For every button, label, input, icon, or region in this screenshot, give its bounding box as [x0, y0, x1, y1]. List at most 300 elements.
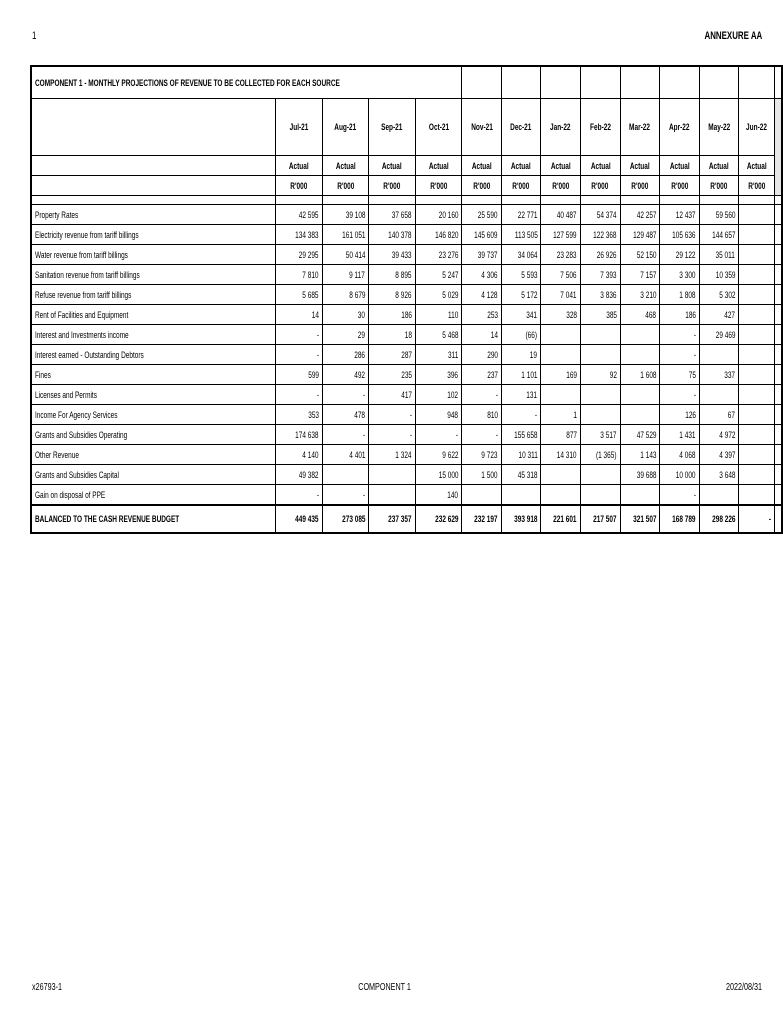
value-cell-text: 47 529 — [636, 429, 657, 440]
value-cell-text: 161 051 — [341, 229, 366, 240]
value-cell-text: - — [693, 349, 696, 360]
value-cell-text: 1 608 — [639, 369, 657, 380]
value-cell — [462, 485, 502, 506]
value-cell-text: - — [693, 489, 696, 500]
status-cell — [699, 156, 739, 176]
row-label — [31, 445, 276, 465]
value-cell — [415, 425, 462, 445]
value-cell — [415, 465, 462, 485]
value-cell-text: 45 318 — [517, 469, 538, 480]
total-value — [660, 505, 700, 533]
value-cell-text: 286 — [354, 349, 366, 360]
value-cell — [620, 245, 660, 265]
row-label-text: Other Revenue — [35, 449, 79, 460]
units-cell — [581, 176, 621, 196]
units-cell — [462, 176, 502, 196]
value-cell-text: 3 210 — [639, 289, 657, 300]
month-header — [699, 99, 739, 156]
value-cell-text: 8 926 — [395, 289, 412, 300]
value-cell-text: 186 — [400, 309, 412, 320]
value-cell — [620, 285, 660, 305]
value-cell — [699, 265, 739, 285]
value-cell — [699, 205, 739, 225]
value-cell-text: 19 — [530, 349, 538, 360]
spacer-cell — [369, 196, 416, 205]
value-cell — [462, 385, 502, 405]
value-cell-text: 337 — [724, 369, 736, 380]
value-cell — [501, 425, 541, 445]
value-cell — [276, 405, 323, 425]
value-cell — [415, 405, 462, 425]
value-cell-text: 18 — [404, 329, 412, 340]
status-cell — [369, 156, 416, 176]
total-end — [775, 505, 783, 533]
value-cell — [415, 345, 462, 365]
footer-date: 2022/08/31 — [725, 982, 762, 993]
value-cell-text: 287 — [400, 349, 412, 360]
footer-component: COMPONENT 1 — [358, 982, 412, 993]
status-cell-text: Actual — [382, 160, 402, 171]
status-cell — [620, 156, 660, 176]
value-cell — [415, 485, 462, 506]
row-label — [31, 345, 276, 365]
value-cell — [581, 345, 621, 365]
value-cell — [501, 465, 541, 485]
value-cell-text: 23 283 — [557, 249, 578, 260]
spacer-cell — [699, 196, 739, 205]
value-cell — [699, 245, 739, 265]
value-cell-text: 40 487 — [557, 209, 578, 220]
value-cell — [415, 245, 462, 265]
value-cell — [501, 285, 541, 305]
row-label-text: Property Rates — [35, 209, 79, 220]
value-cell — [739, 225, 775, 245]
value-cell — [660, 425, 700, 445]
value-cell-text: 126 — [684, 409, 696, 420]
table-row — [31, 465, 782, 485]
value-cell-text: 50 414 — [345, 249, 366, 260]
value-cell-text: - — [693, 389, 696, 400]
value-cell — [322, 485, 369, 506]
units-cell — [501, 176, 541, 196]
value-cell — [660, 485, 700, 506]
value-cell-text: 131 — [526, 389, 538, 400]
value-cell — [739, 445, 775, 465]
value-cell-text: 353 — [307, 409, 319, 420]
status-cell-text: Actual — [629, 160, 650, 171]
value-cell-text: 7 506 — [560, 269, 578, 280]
value-cell — [739, 285, 775, 305]
month-header-text: Sep-21 — [381, 122, 403, 132]
value-cell — [322, 325, 369, 345]
row-end — [775, 425, 783, 445]
table-row — [31, 365, 782, 385]
table-row — [31, 345, 782, 365]
row-label — [31, 205, 276, 225]
table-row — [31, 405, 782, 425]
total-value-text: 168 789 — [672, 514, 696, 524]
value-cell-text: 29 295 — [298, 249, 319, 260]
value-cell-text: 42 595 — [298, 209, 319, 220]
row-label-text: Rent of Facilities and Equipment — [35, 309, 129, 320]
table-row — [31, 305, 782, 325]
units-cell — [276, 176, 323, 196]
value-cell — [322, 365, 369, 385]
value-cell-text: 1 — [573, 409, 578, 420]
value-cell-text: 127 599 — [553, 229, 578, 240]
status-cell — [501, 156, 541, 176]
value-cell-text: 7 810 — [302, 269, 319, 280]
value-cell-text: 23 276 — [438, 249, 459, 260]
value-cell-text: 8 895 — [395, 269, 412, 280]
page-number: 1 — [32, 30, 37, 42]
units-cell-text: R'000 — [591, 180, 609, 191]
value-cell — [739, 405, 775, 425]
value-cell-text: - — [495, 389, 498, 400]
value-cell — [739, 205, 775, 225]
value-cell — [276, 345, 323, 365]
units-cell-text: R'000 — [430, 180, 448, 191]
table-row — [31, 425, 782, 445]
spacer-cell — [620, 196, 660, 205]
value-cell — [620, 265, 660, 285]
value-cell — [541, 405, 581, 425]
title-blank — [660, 66, 700, 99]
value-cell — [501, 445, 541, 465]
value-cell — [699, 285, 739, 305]
value-cell-text: - — [363, 429, 366, 440]
spacer-cell — [660, 196, 700, 205]
value-cell — [322, 385, 369, 405]
value-cell — [415, 265, 462, 285]
value-cell — [541, 445, 581, 465]
value-cell — [415, 285, 462, 305]
value-cell — [322, 405, 369, 425]
status-cell-text: Actual — [550, 160, 571, 171]
value-cell — [369, 305, 416, 325]
total-value-text: 232 629 — [434, 514, 459, 524]
units-cell — [739, 176, 775, 196]
value-cell-text: 7 157 — [639, 269, 657, 280]
value-cell — [541, 305, 581, 325]
row-label-text: Income For Agency Services — [35, 409, 118, 420]
row-end — [775, 245, 783, 265]
value-cell-text: 140 378 — [388, 229, 412, 240]
value-cell — [501, 225, 541, 245]
units-cell-text: R'000 — [473, 180, 491, 191]
row-label-text: Licenses and Permits — [35, 389, 97, 400]
value-cell-text: 30 — [358, 309, 366, 320]
month-header-text: Aug-21 — [334, 122, 357, 132]
value-cell-text: - — [363, 489, 366, 500]
value-cell-text: 5 247 — [442, 269, 459, 280]
status-cell-text: Actual — [511, 160, 532, 171]
value-cell-text: 1 500 — [481, 469, 498, 480]
value-cell — [415, 445, 462, 465]
value-cell-text: 146 820 — [434, 229, 459, 240]
value-cell-text: 39 737 — [478, 249, 498, 260]
value-cell-text: 29 — [358, 329, 366, 340]
spacer-cell — [501, 196, 541, 205]
status-cell-text: Actual — [428, 160, 449, 171]
value-cell — [276, 325, 323, 345]
value-cell — [462, 325, 502, 345]
value-cell-text: - — [456, 429, 459, 440]
value-cell — [462, 245, 502, 265]
value-cell-text: 3 648 — [718, 469, 736, 480]
value-cell — [581, 465, 621, 485]
value-cell — [501, 405, 541, 425]
value-cell — [581, 225, 621, 245]
value-cell-text: 328 — [566, 309, 578, 320]
value-cell-text: 311 — [448, 349, 459, 360]
units-cell-text: R'000 — [383, 180, 401, 191]
total-value-text: 232 197 — [474, 514, 498, 524]
table-row — [31, 385, 782, 405]
units-cell-text: R'000 — [710, 180, 728, 191]
value-cell-text: 492 — [354, 369, 366, 380]
value-cell — [276, 485, 323, 506]
value-cell — [322, 225, 369, 245]
value-cell-text: 39 108 — [345, 209, 366, 220]
month-header — [501, 99, 541, 156]
value-cell — [739, 385, 775, 405]
value-cell-text: 478 — [354, 409, 366, 420]
value-cell-text: 12 437 — [675, 209, 696, 220]
month-header — [415, 99, 462, 156]
value-cell — [369, 365, 416, 385]
value-cell — [699, 485, 739, 506]
row-end — [775, 445, 783, 465]
total-value — [501, 505, 541, 533]
value-cell — [276, 425, 323, 445]
month-header — [462, 99, 502, 156]
table-title — [31, 66, 462, 99]
row-label-text: Fines — [35, 369, 51, 380]
value-cell — [660, 285, 700, 305]
value-cell-text: 7 393 — [600, 269, 617, 280]
value-cell — [322, 265, 369, 285]
row-end — [775, 365, 783, 385]
month-header-text: Jul-21 — [289, 122, 309, 132]
annexure-label: ANNEXURE AA — [704, 30, 762, 42]
value-cell-text: 134 383 — [295, 229, 319, 240]
spacer-cell — [581, 196, 621, 205]
total-label-text: BALANCED TO THE CASH REVENUE BUDGET — [35, 514, 180, 524]
row-end — [775, 205, 783, 225]
spacer-cell — [415, 196, 462, 205]
total-value — [699, 505, 739, 533]
value-cell — [660, 405, 700, 425]
value-cell — [369, 245, 416, 265]
month-header — [369, 99, 416, 156]
month-header-text: Feb-22 — [589, 122, 611, 132]
value-cell — [322, 445, 369, 465]
units-cell-text: R'000 — [336, 180, 355, 191]
total-value — [369, 505, 416, 533]
title-blank — [541, 66, 581, 99]
table-row — [31, 265, 782, 285]
value-cell — [660, 385, 700, 405]
status-cell — [462, 156, 502, 176]
value-cell-text: 15 000 — [438, 469, 459, 480]
value-cell — [581, 245, 621, 265]
value-cell-text: - — [363, 389, 366, 400]
value-cell-text: 35 011 — [715, 249, 736, 260]
value-cell — [620, 405, 660, 425]
row-end — [775, 265, 783, 285]
status-cell-text: Actual — [746, 160, 767, 171]
month-header — [581, 99, 621, 156]
status-cell-text: Actual — [590, 160, 611, 171]
total-row — [31, 505, 782, 533]
row-label — [31, 485, 276, 506]
value-cell — [581, 405, 621, 425]
row-end — [775, 485, 783, 506]
row-end — [775, 285, 783, 305]
value-cell-text: 140 — [447, 489, 459, 500]
status-cell-text: Actual — [669, 160, 690, 171]
value-cell — [581, 445, 621, 465]
month-header — [739, 99, 775, 156]
value-cell — [322, 285, 369, 305]
value-cell-text: 4 397 — [718, 449, 736, 460]
row-label-text: Interest and Investments income — [35, 329, 129, 340]
total-value-text: 221 601 — [553, 514, 578, 524]
table-row — [31, 245, 782, 265]
status-cell — [581, 156, 621, 176]
value-cell — [620, 305, 660, 325]
row-label-text: Grants and Subsidies Operating — [35, 429, 128, 440]
value-cell — [501, 385, 541, 405]
value-cell — [369, 485, 416, 506]
total-value-text: 393 918 — [514, 514, 538, 524]
value-cell-text: 110 — [448, 309, 459, 320]
row-end — [775, 385, 783, 405]
value-cell — [369, 285, 416, 305]
value-cell — [462, 305, 502, 325]
month-header-text: Jan-22 — [550, 122, 572, 132]
value-cell — [276, 225, 323, 245]
value-cell — [660, 325, 700, 345]
value-cell — [501, 245, 541, 265]
row-end — [775, 305, 783, 325]
spacer-row — [31, 196, 782, 205]
value-cell — [462, 365, 502, 385]
row-label — [31, 285, 276, 305]
total-value — [462, 505, 502, 533]
value-cell — [699, 325, 739, 345]
value-cell — [581, 425, 621, 445]
total-value-text: 298 226 — [711, 514, 736, 524]
row-label-text: Sanitation revenue from tariff billings — [35, 269, 140, 280]
value-cell-text: 105 636 — [672, 229, 696, 240]
units-cell-text: R'000 — [670, 180, 688, 191]
value-cell-text: 599 — [307, 369, 319, 380]
spacer-cell — [775, 196, 783, 205]
value-cell-text: 174 638 — [295, 429, 319, 440]
value-cell-text: 29 469 — [715, 329, 736, 340]
value-cell — [660, 465, 700, 485]
value-cell-text: 290 — [487, 349, 498, 360]
value-cell-text: 37 658 — [391, 209, 412, 220]
value-cell — [276, 245, 323, 265]
month-header-text: Nov-21 — [470, 122, 493, 132]
title-blank — [501, 66, 541, 99]
value-cell — [462, 425, 502, 445]
value-cell — [501, 305, 541, 325]
status-cell — [541, 156, 581, 176]
value-cell-text: 9 723 — [481, 449, 498, 460]
value-cell-text: 59 560 — [715, 209, 736, 220]
units-cell — [541, 176, 581, 196]
value-cell — [739, 425, 775, 445]
spacer-cell — [462, 196, 502, 205]
value-cell — [699, 425, 739, 445]
value-cell-text: 8 679 — [349, 289, 366, 300]
value-cell-text: - — [409, 409, 412, 420]
status-cell — [322, 156, 369, 176]
value-cell — [501, 325, 541, 345]
value-cell — [620, 485, 660, 506]
value-cell — [415, 205, 462, 225]
value-cell — [581, 365, 621, 385]
total-value — [276, 505, 323, 533]
value-cell — [541, 485, 581, 506]
month-header-text: Jun-22 — [746, 122, 768, 132]
value-cell-text: 4 972 — [718, 429, 736, 440]
value-cell — [276, 445, 323, 465]
value-cell — [322, 245, 369, 265]
month-header — [660, 99, 700, 156]
row-label-text: Electricity revenue from tariff billings — [35, 229, 139, 240]
value-cell — [415, 225, 462, 245]
row-label-text: Water revenue from tariff billings — [35, 249, 128, 260]
value-cell — [541, 425, 581, 445]
total-value — [541, 505, 581, 533]
value-cell — [620, 445, 660, 465]
value-cell-text: - — [316, 329, 319, 340]
value-cell-text: - — [535, 409, 538, 420]
value-cell-text: 155 658 — [514, 429, 538, 440]
value-cell — [699, 225, 739, 245]
value-cell-text: 25 590 — [478, 209, 498, 220]
value-cell-text: 39 433 — [391, 249, 412, 260]
value-cell — [541, 265, 581, 285]
month-header — [620, 99, 660, 156]
total-value-text: - — [769, 514, 772, 524]
month-header-text: Dec-21 — [510, 122, 532, 132]
title-blank — [581, 66, 621, 99]
value-cell-text: (1 365) — [596, 449, 617, 460]
value-cell — [541, 365, 581, 385]
value-cell — [415, 325, 462, 345]
value-cell-text: 237 — [487, 369, 498, 380]
value-cell — [501, 485, 541, 506]
row-label — [31, 265, 276, 285]
row-label — [31, 365, 276, 385]
total-value-text: 273 085 — [341, 514, 366, 524]
value-cell — [739, 325, 775, 345]
value-cell-text: 14 310 — [557, 449, 578, 460]
value-cell — [322, 205, 369, 225]
value-cell — [415, 385, 462, 405]
value-cell — [369, 385, 416, 405]
value-cell-text: 417 — [400, 389, 412, 400]
value-cell-text: 4 140 — [302, 449, 319, 460]
value-cell-text: 4 128 — [481, 289, 498, 300]
title-blank — [620, 66, 660, 99]
